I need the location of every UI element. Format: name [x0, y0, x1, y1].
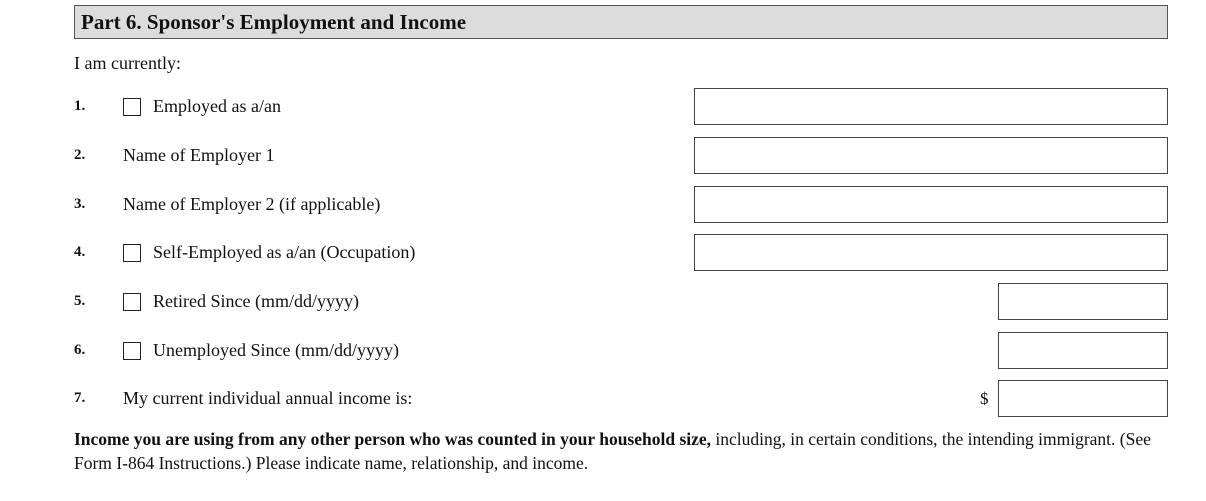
item-number: 6. — [74, 342, 86, 358]
self-employed-occupation-field[interactable] — [694, 234, 1168, 271]
row-employer-1 — [0, 137, 1206, 175]
part-6-header: Part 6. Sponsor's Employment and Income — [74, 5, 1168, 39]
item-number: 7. — [74, 390, 86, 406]
employed-checkbox[interactable] — [123, 98, 141, 116]
item-number: 1. — [74, 98, 86, 114]
annual-income-label: My current individual annual income is: — [123, 388, 413, 408]
item-number: 5. — [74, 293, 86, 309]
row-employer-2 — [0, 186, 1206, 224]
row-unemployed — [0, 332, 1206, 370]
unemployed-checkbox[interactable] — [123, 342, 141, 360]
household-income-note — [74, 427, 1164, 475]
note-bold-text: Income you are using from any other person who was counted in your household size, — [74, 429, 712, 449]
employer-2-label: Name of Employer 2 (if applicable) — [123, 194, 381, 214]
retired-label: Retired Since (mm/dd/yyyy) — [153, 291, 359, 311]
unemployed-label: Unemployed Since (mm/dd/yyyy) — [153, 340, 399, 360]
occupation-field[interactable] — [694, 88, 1168, 125]
row-retired — [0, 283, 1206, 321]
retired-checkbox[interactable] — [123, 293, 141, 311]
intro-text: I am currently: — [74, 53, 181, 73]
annual-income-field[interactable] — [998, 380, 1168, 417]
row-employed-as — [0, 88, 1206, 126]
self-employed-label: Self-Employed as a/an (Occupation) — [153, 242, 416, 262]
unemployed-date-field[interactable] — [998, 332, 1168, 369]
item-number: 4. — [74, 244, 86, 260]
dollar-sign: $ — [980, 389, 989, 408]
row-self-employed — [0, 234, 1206, 272]
employer-1-field[interactable] — [694, 137, 1168, 174]
note-rest-text: including, in certain conditions, the intending immigrant. (See Form I-864 Instructions.) Please indicate name, relationship, and income. — [74, 429, 1151, 473]
item-number: 2. — [74, 147, 86, 163]
row-annual-income — [0, 380, 1206, 418]
employer-2-field[interactable] — [694, 186, 1168, 223]
item-number: 3. — [74, 196, 86, 212]
retired-date-field[interactable] — [998, 283, 1168, 320]
employer-1-label: Name of Employer 1 — [123, 145, 275, 165]
employed-label: Employed as a/an — [153, 96, 281, 116]
self-employed-checkbox[interactable] — [123, 244, 141, 262]
